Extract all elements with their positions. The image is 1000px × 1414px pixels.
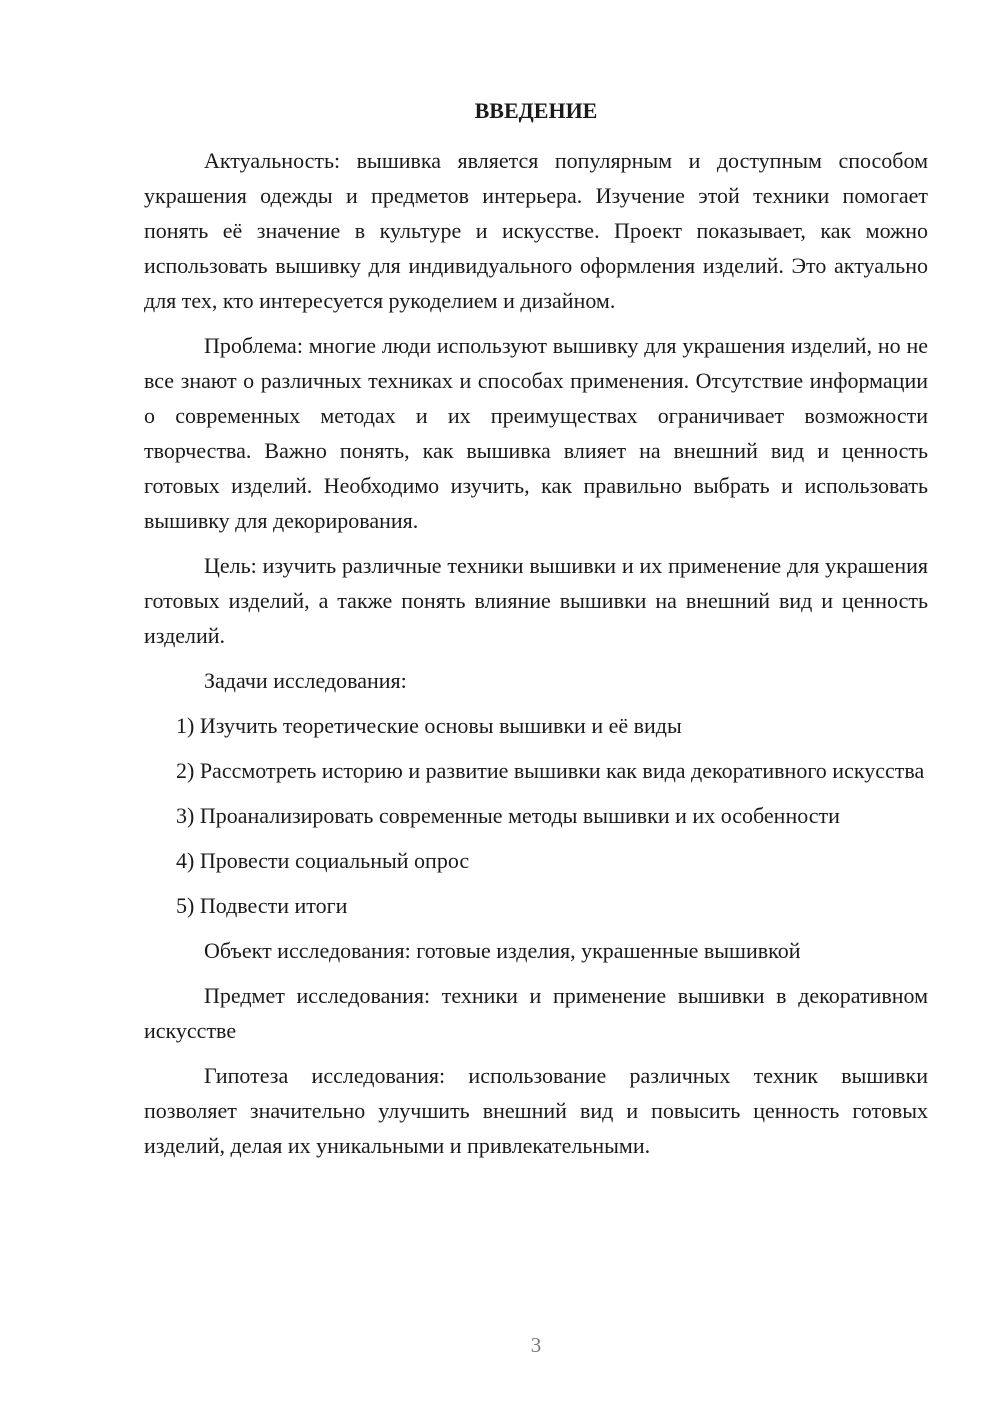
goal-paragraph: Цель: изучить различные техники вышивки и их применение для украшения готовых изделий, а также понять влияние вышивки на внешний вид и ценность изделий. xyxy=(144,553,928,648)
relevance-paragraph: Актуальность: вышивка является популярным и доступным способом украшения одежды и предметов интерьера. Изучение этой техники помогает понять её значение в культуре и искусстве. Проект показывает, как можно использовать вышивку для индивидуального оформления изделий. Это актуально для тех, кто интересуется рукоделием и дизайном. xyxy=(144,148,928,313)
document-body xyxy=(144,143,928,1173)
task-item: 1) Изучить теоретические основы вышивки и её виды xyxy=(176,713,682,738)
task-item: 2) Рассмотреть историю и развитие вышивки как вида декоративного искусства xyxy=(176,758,925,783)
hypothesis-paragraph: Гипотеза исследования: использование различных техник вышивки позволяет значительно улучшить внешний вид и повысить ценность готовых изделий, делая их уникальными и привлекательными. xyxy=(144,1063,928,1158)
section-title: ВВЕДЕНИЕ xyxy=(474,98,598,123)
task-item: 3) Проанализировать современные методы вышивки и их особенности xyxy=(176,803,840,828)
task-item: 4) Провести социальный опрос xyxy=(176,848,470,873)
problem-paragraph: Проблема: многие люди используют вышивку для украшения изделий, но не все знают о различных техниках и способах применения. Отсутствие информации о современных методах и их преимуществах ограничивает возможности творчества. Важно понять, как вышивка влияет на внешний вид и ценность готовых изделий. Необходимо изучить, как правильно выбрать и использовать вышивку для декорирования. xyxy=(144,333,928,533)
tasks-heading: Задачи исследования: xyxy=(204,668,407,693)
subject-paragraph: Предмет исследования: техники и применение вышивки в декоративном искусстве xyxy=(144,983,928,1043)
task-item: 5) Подвести итоги xyxy=(176,893,348,918)
page-number: 3 xyxy=(530,1333,542,1357)
object-paragraph: Объект исследования: готовые изделия, украшенные вышивкой xyxy=(204,938,801,963)
